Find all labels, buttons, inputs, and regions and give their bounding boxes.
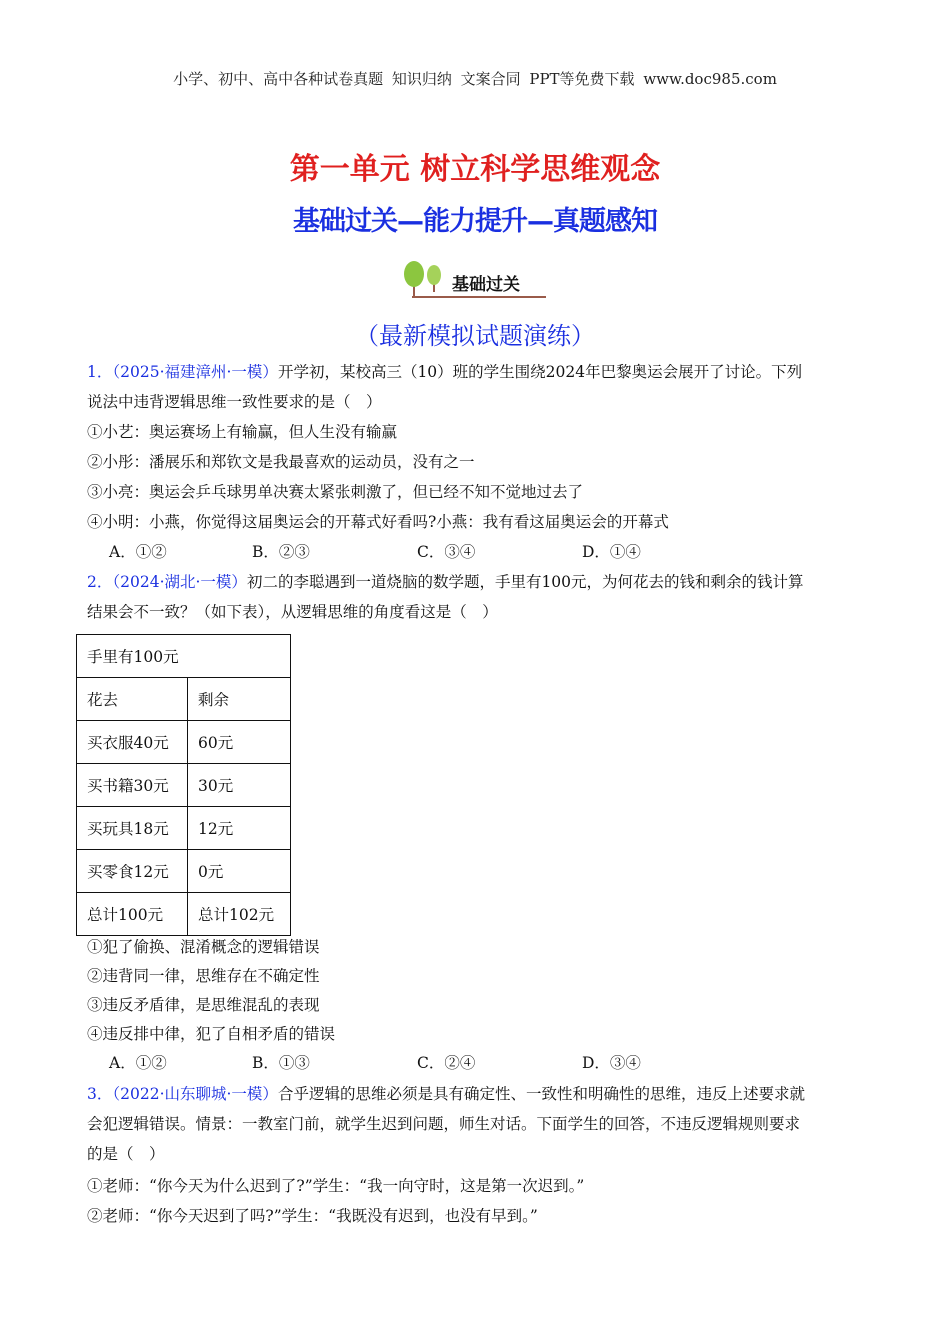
cell: 买玩具18元 — [77, 807, 188, 850]
option-d[interactable]: D．①④ — [582, 543, 641, 561]
cell: 买衣服40元 — [77, 721, 188, 764]
question-stem: 的是（ ） — [87, 1145, 165, 1163]
page-header: 小学、初中、高中各种试卷真题 知识归纳 文案合同 PPT等免费下载 www.doc985.com — [173, 70, 777, 88]
statement-item: ①小艺：奥运赛场上有输赢，但人生没有输赢 — [87, 423, 398, 441]
question-number: 3． — [87, 1085, 113, 1103]
question-stem: 说法中违背逻辑思维一致性要求的是（ ） — [87, 393, 382, 411]
cell: 12元 — [188, 807, 291, 850]
table-title: 手里有100元 — [77, 635, 291, 678]
money-table — [76, 634, 291, 936]
question-stem: 会犯逻辑错误。情景：一教室门前，就学生迟到问题，师生对话。下面学生的回答，不违反逻辑规则要求 — [87, 1115, 801, 1133]
statement-item: ②小彤：潘展乐和郑钦文是我最喜欢的运动员，没有之一 — [87, 453, 475, 471]
section-heading: （最新模拟试题演练） — [355, 322, 595, 350]
statement-item: ③小亮：奥运会乒乓球男单决赛太紧张刺激了，但已经不知不觉地过去了 — [87, 483, 584, 501]
statement-item: ②违背同一律，思维存在不确定性 — [87, 967, 320, 985]
section-badge — [400, 258, 548, 300]
statement-item: ④小明：小燕，你觉得这届奥运会的开幕式好看吗?小燕：我有看这届奥运会的开幕式 — [87, 513, 669, 531]
answer-options — [87, 537, 867, 567]
table-row — [77, 764, 291, 807]
question-source: （2022·山东聊城·一模） — [112, 1085, 278, 1103]
table-header: 花去 — [77, 678, 188, 721]
question-stem: 开学初，某校高三（10）班的学生围绕2024年巴黎奥运会展开了讨论。下列 — [277, 363, 803, 381]
question-1 — [87, 357, 867, 627]
tree-icon — [400, 258, 450, 298]
cell: 买书籍30元 — [77, 764, 188, 807]
cell: 总计102元 — [188, 893, 291, 936]
question-source: （2024·湖北·一模） — [112, 573, 247, 591]
question-stem: 初二的李聪遇到一道烧脑的数学题，手里有100元，为何花去的钱和剩余的钱计算 — [246, 573, 804, 591]
option-a[interactable]: A．①② — [109, 1054, 167, 1072]
question-3 — [87, 1079, 872, 1231]
question-2-items — [87, 933, 867, 1078]
cell: 30元 — [188, 764, 291, 807]
question-stem: 合乎逻辑的思维必须是具有确定性、一致性和明确性的思维，违反上述要求就 — [277, 1085, 805, 1103]
question-source: （2025·福建漳州·一模） — [112, 363, 278, 381]
unit-subtitle: 基础过关—能力提升—真题感知 — [293, 206, 657, 237]
table-row — [77, 850, 291, 893]
question-number: 2． — [87, 573, 113, 591]
statement-item: ③违反矛盾律，是思维混乱的表现 — [87, 996, 320, 1014]
option-a[interactable]: A．①② — [109, 543, 167, 561]
option-b[interactable]: B．①③ — [252, 1054, 310, 1072]
cell: 买零食12元 — [77, 850, 188, 893]
cell: 总计100元 — [77, 893, 188, 936]
question-stem: 结果会不一致？（如下表），从逻辑思维的角度看这是（ ） — [87, 603, 498, 621]
cell: 60元 — [188, 721, 291, 764]
badge-underline — [412, 296, 546, 298]
statement-item: ①老师：“你今天为什么迟到了?”学生：“我一向守时，这是第一次迟到。” — [87, 1177, 585, 1195]
option-d[interactable]: D．③④ — [582, 1054, 641, 1072]
cell: 0元 — [188, 850, 291, 893]
option-c[interactable]: C．②④ — [417, 1054, 476, 1072]
table-header: 剩余 — [188, 678, 291, 721]
option-b[interactable]: B．②③ — [252, 543, 310, 561]
statement-item: ①犯了偷换、混淆概念的逻辑错误 — [87, 938, 320, 956]
table-row — [77, 807, 291, 850]
answer-options — [87, 1049, 867, 1078]
table-row — [77, 893, 291, 936]
question-number: 1． — [87, 363, 113, 381]
unit-title: 第一单元 树立科学思维观念 — [289, 152, 661, 187]
option-c[interactable]: C．③④ — [417, 543, 476, 561]
badge-label: 基础过关 — [452, 275, 520, 295]
table-row — [77, 721, 291, 764]
statement-item: ②老师：“你今天迟到了吗?”学生：“我既没有迟到，也没有早到。” — [87, 1207, 538, 1225]
statement-item: ④违反排中律，犯了自相矛盾的错误 — [87, 1025, 336, 1043]
